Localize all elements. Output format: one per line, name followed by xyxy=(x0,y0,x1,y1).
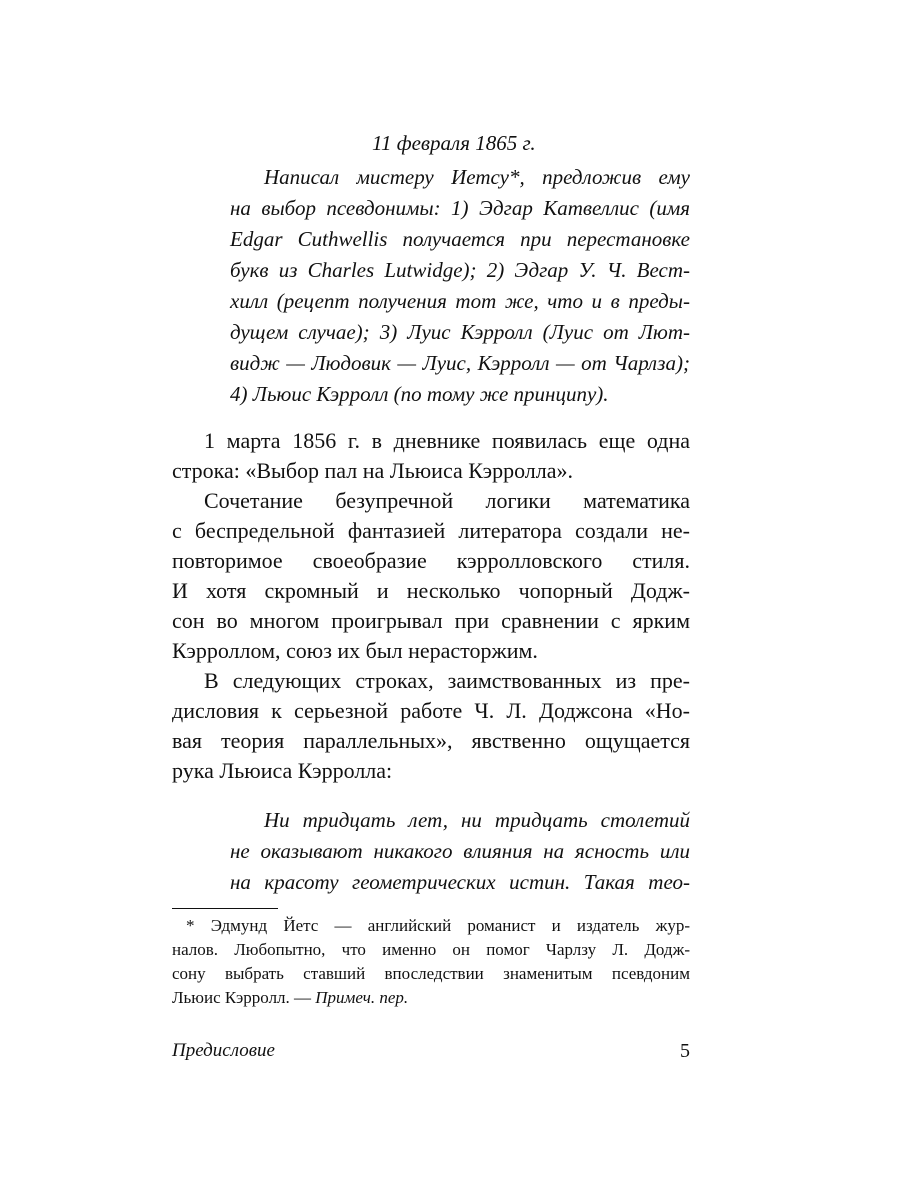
footnote-line: * Эдмунд Йетс — английский романист и издатель жур- xyxy=(186,916,690,935)
epigraph-line: Написал мистеру Иетсу*, предложив ему xyxy=(264,165,690,189)
footnote-line: налов. Любопытно, что именно он помог Чарлзу Л. Додж- xyxy=(172,940,690,959)
epigraph-line: 4) Льюис Кэрролл (по тому же принципу). xyxy=(230,382,609,406)
quote-line: Ни тридцать лет, ни тридцать столетий xyxy=(264,808,690,832)
body-line: вая теория параллельных», явственно ощущается xyxy=(172,728,690,753)
footnote-rule xyxy=(172,908,278,909)
body-line: дисловия к серьезной работе Ч. Л. Доджсона «Но- xyxy=(172,698,690,723)
epigraph-line: хилл (рецепт получения тот же, что и в преды- xyxy=(230,289,690,313)
epigraph-line: букв из Charles Lutwidge); 2) Эдгар У. Ч. Вест- xyxy=(230,258,690,282)
quote-line: не оказывают никакого влияния на ясность или xyxy=(230,839,690,863)
body-line: И хотя скромный и несколько чопорный Додж- xyxy=(172,578,690,603)
footnote-last-line xyxy=(172,988,690,1008)
running-head: Предисловие xyxy=(172,1040,275,1061)
body-line: рука Льюиса Кэрролла: xyxy=(172,758,393,783)
quote-line: на красоту геометрических истин. Такая тео- xyxy=(230,870,690,894)
body-line: Кэрроллом, союз их был нерасторжим. xyxy=(172,638,538,663)
footnote-text: Льюис Кэрролл. — xyxy=(172,988,316,1007)
epigraph-line: Edgar Cuthwellis получается при перестановке xyxy=(230,227,690,251)
body-line: строка: «Выбор пал на Льюиса Кэрролла». xyxy=(172,458,573,483)
epigraph-line: дущем случае); 3) Луис Кэрролл (Луис от Лют- xyxy=(230,320,690,344)
footnote-line: сону выбрать ставший впоследствии знаменитым псевдоним xyxy=(172,964,690,983)
epigraph-date: 11 февраля 1865 г. xyxy=(372,131,536,155)
body-line: Сочетание безупречной логики математика xyxy=(204,488,690,513)
body-line: 1 марта 1856 г. в дневнике появилась еще одна xyxy=(204,428,690,453)
epigraph-line: на выбор псевдонимы: 1) Эдгар Катвеллис (имя xyxy=(230,196,690,220)
body-line: сон во многом проигрывал при сравнении с ярким xyxy=(172,608,690,633)
body-line: повторимое своеобразие кэрролловского стиля. xyxy=(172,548,690,573)
translator-note: Примеч. пер. xyxy=(315,988,409,1007)
epigraph-line: видж — Людовик — Луис, Кэрролл — от Чарлза); xyxy=(230,351,690,375)
body-line: с беспредельной фантазией литератора создали не- xyxy=(172,518,690,543)
page-number: 5 xyxy=(680,1040,690,1062)
body-line: В следующих строках, заимствованных из пре- xyxy=(204,668,690,693)
